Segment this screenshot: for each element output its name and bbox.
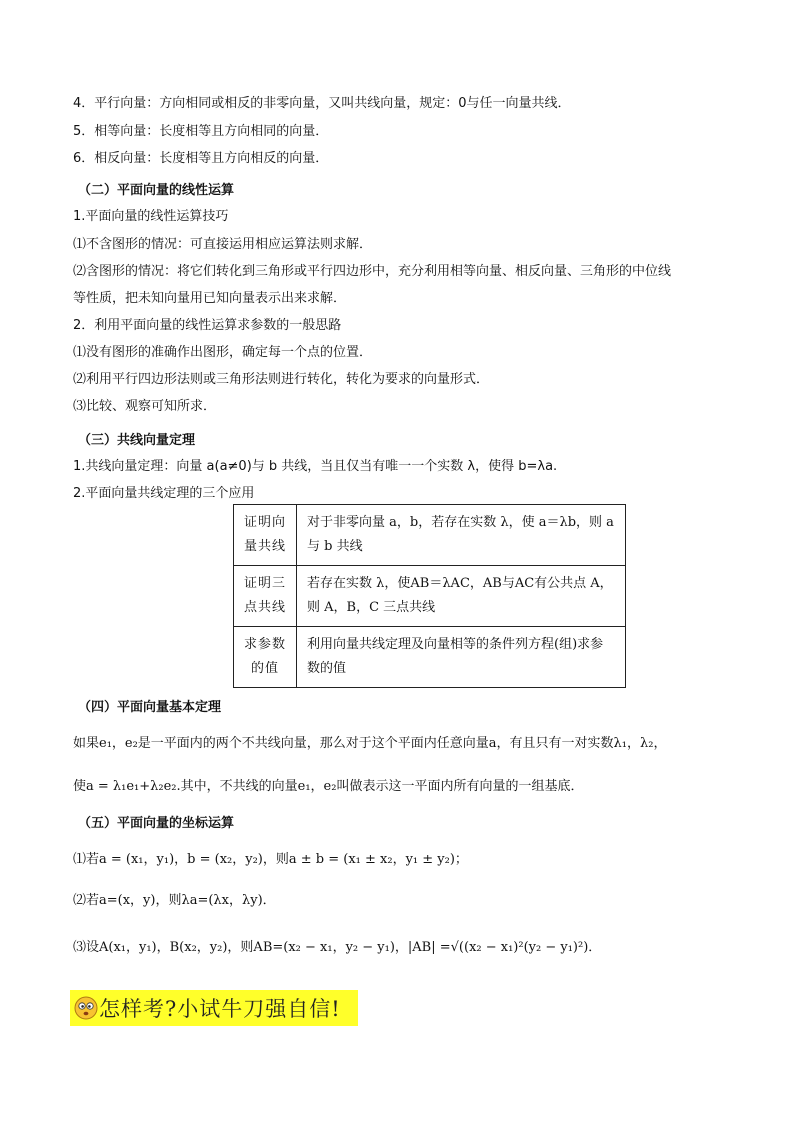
- sec2-line: 等性质，把未知向量用已知向量表示出来求解．: [73, 291, 347, 306]
- table-row: [234, 566, 626, 627]
- row-label: 求参数的值: [234, 627, 297, 688]
- section-3-title: （三）共线向量定理: [78, 433, 196, 448]
- section-5-title: （五）平面向量的坐标运算: [78, 816, 235, 831]
- sec2-line: ⑵利用平行四边形法则或三角形法则进行转化，转化为要求的向量形式．: [73, 372, 490, 387]
- basis-theorem-line-1: 如果e₁，e₂是一平面内的两个不共线向量，那么对于这个平面内任意向量a，有且只有一对实数λ₁，λ₂，: [73, 736, 667, 751]
- section-4-title: （四）平面向量基本定理: [78, 700, 222, 715]
- section-2-title: （二）平面向量的线性运算: [78, 183, 235, 198]
- collinear-applications-table: [233, 504, 626, 688]
- row-text: 若存在实数 λ，使AB＝λAC，AB与AC有公共点 A，则 A，B，C 三点共线: [297, 566, 626, 627]
- table-row: [234, 627, 626, 688]
- sec2-line: 1.平面向量的线性运算技巧: [73, 209, 229, 224]
- sec2-line: ⑵含图形的情况：将它们转化到三角形或平行四边形中，充分利用相等向量、相反向量、三角形的中位线: [73, 264, 672, 279]
- basic-item-6: 6．相反向量：长度相等且方向相反的向量．: [73, 151, 329, 166]
- thinking-face-icon: [74, 996, 98, 1020]
- table-row: [234, 505, 626, 566]
- row-text: 对于非零向量 a，b，若存在实数 λ，使 a＝λb，则 a 与 b 共线: [297, 505, 626, 566]
- basic-item-4: 4．平行向量：方向相同或相反的非零向量，又叫共线向量，规定：0与任一向量共线．: [73, 96, 571, 111]
- sec2-line: 2．利用平面向量的线性运算求参数的一般思路: [73, 318, 342, 333]
- row-label: 证明三点共线: [234, 566, 297, 627]
- coord-formula-1: ⑴若a = (x₁，y₁)，b = (x₂，y₂)，则a ± b = (x₁ ± x₂，y₁ ± y₂)；: [73, 852, 468, 867]
- basic-item-5: 5．相等向量：长度相等且方向相同的向量．: [73, 124, 329, 139]
- row-label: 证明向量共线: [234, 505, 297, 566]
- collinear-applications-heading: 2.平面向量共线定理的三个应用: [73, 486, 255, 501]
- row-text: 利用向量共线定理及向量相等的条件列方程(组)求参数的值: [297, 627, 626, 688]
- practice-banner-text: 怎样考?小试牛刀强自信!: [99, 997, 341, 1021]
- sec2-line: ⑶比较、观察可知所求．: [73, 399, 217, 414]
- sec2-line: ⑴不含图形的情况：可直接运用相应运算法则求解．: [73, 237, 373, 252]
- basis-theorem-line-2: 使a = λ₁e₁+λ₂e₂.其中，不共线的向量e₁，e₂叫做表示这一平面内所有向量的一组基底．: [73, 779, 584, 794]
- sec2-line: ⑴没有图形的准确作出图形，确定每一个点的位置．: [73, 345, 373, 360]
- collinear-theorem: 1.共线向量定理：向量 a(a≠0)与 b 共线，当且仅当有唯一一个实数 λ，使得 b=λa.: [73, 459, 558, 474]
- coord-formula-2: ⑵若a=(x，y)，则λa=(λx，λy)．: [73, 893, 276, 908]
- coord-formula-3: ⑶设A(x₁，y₁)，B(x₂，y₂)，则AB=(x₂ − x₁，y₂ − y₁)，|AB| =√((x₂ − x₁)²(y₂ − y₁)²)．: [73, 940, 602, 955]
